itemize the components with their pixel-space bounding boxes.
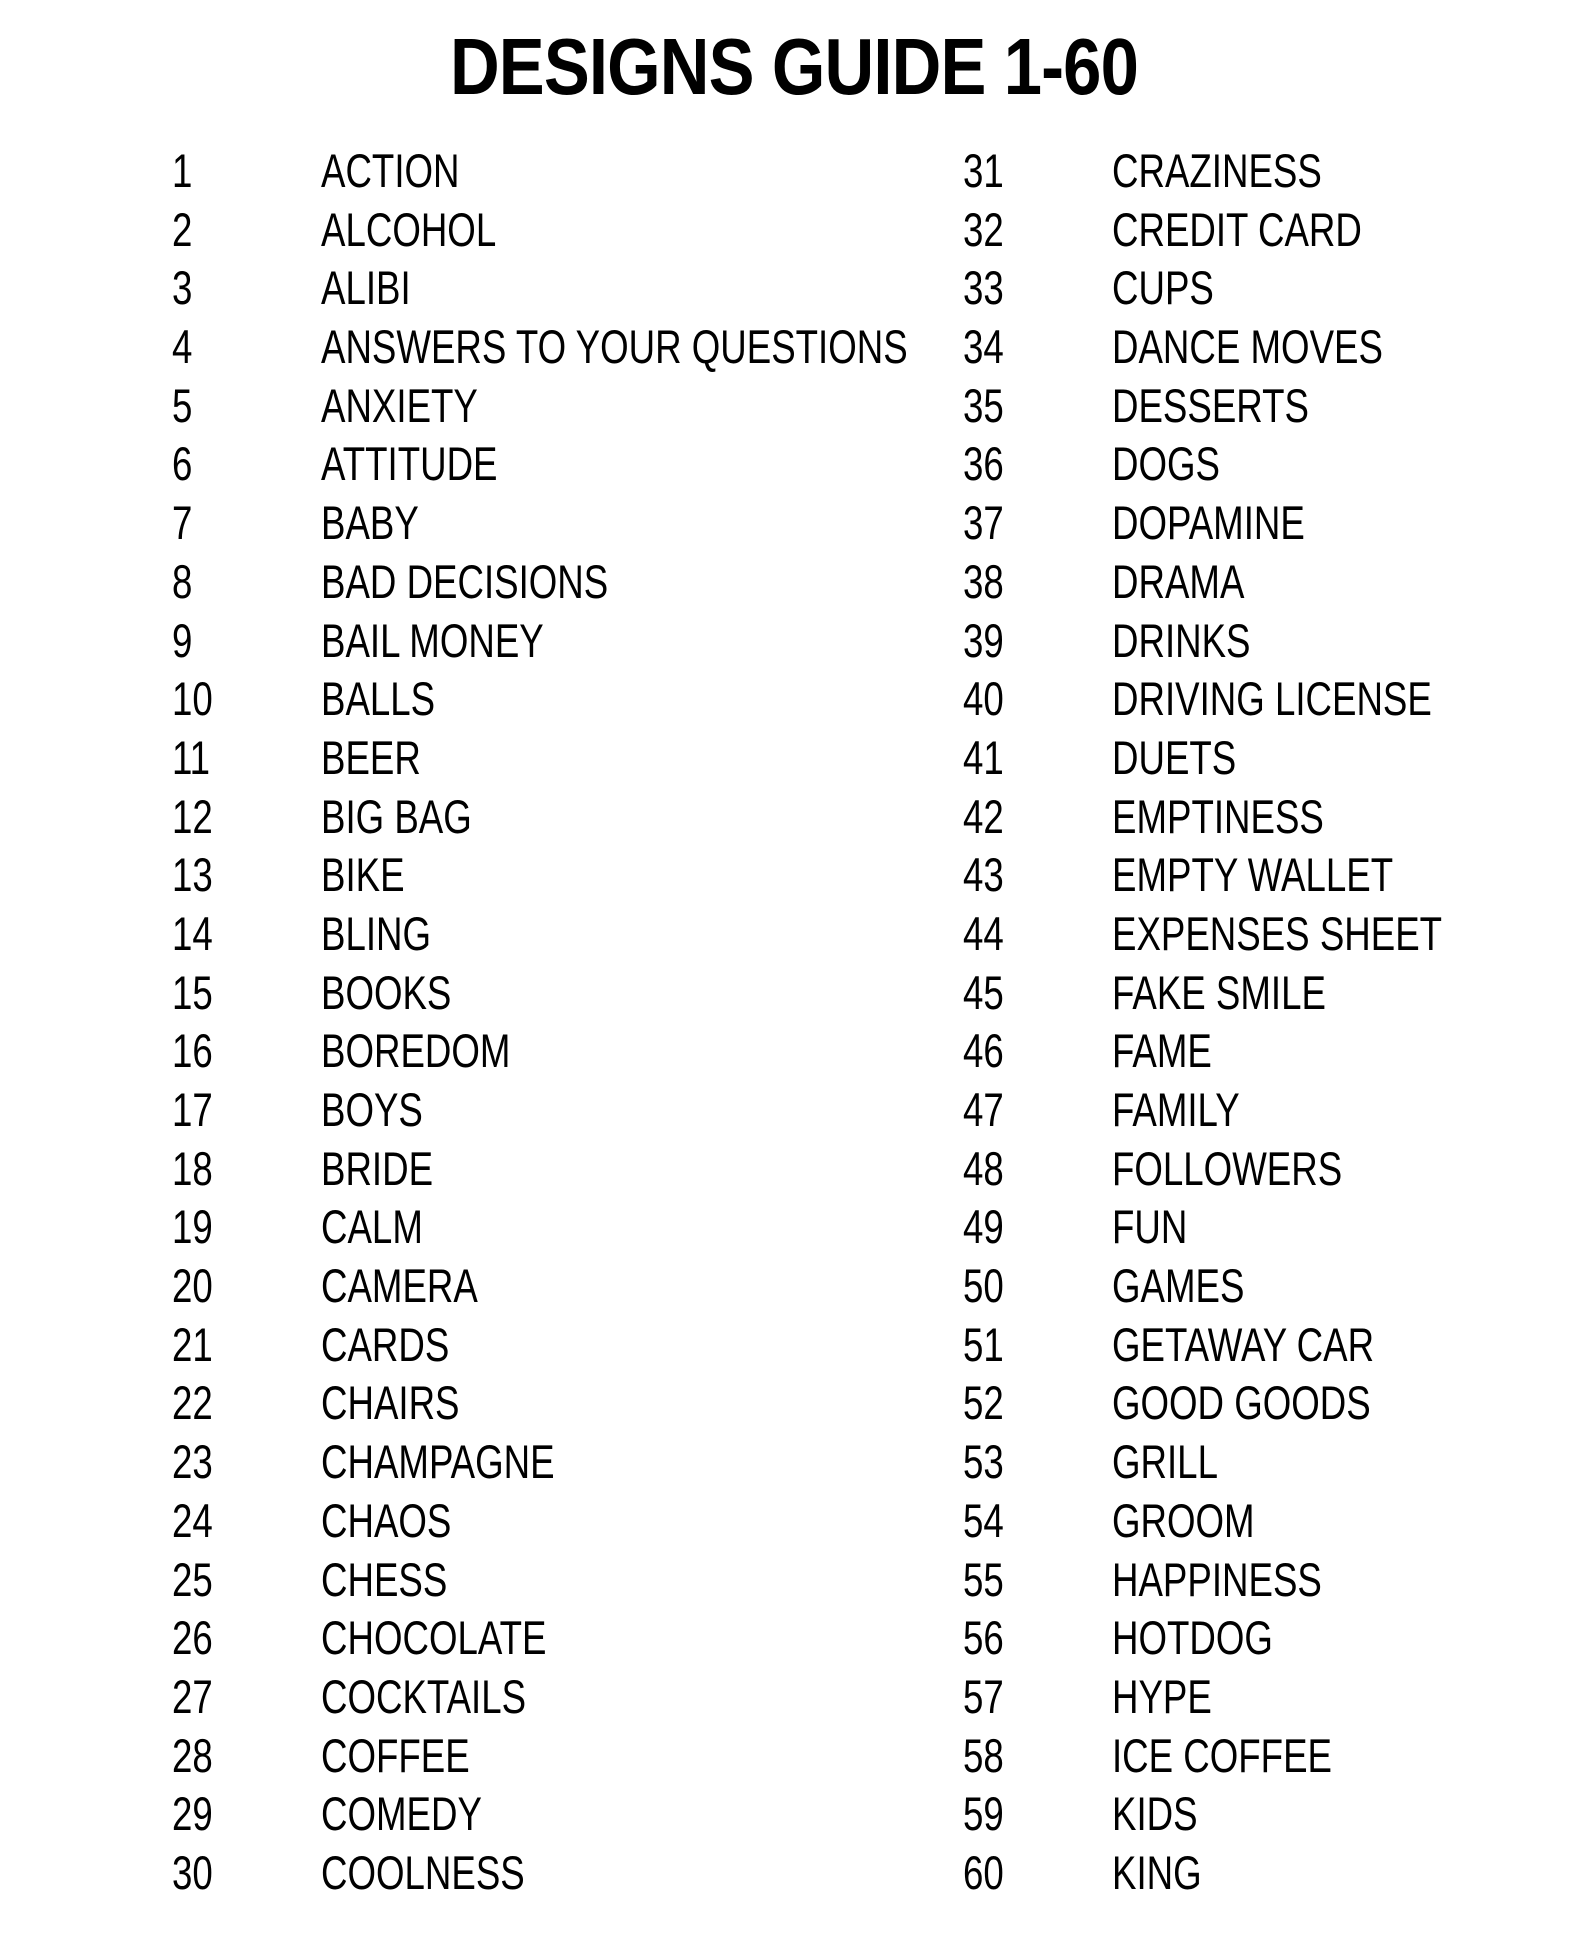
list-item — [791, 1257, 1571, 1316]
item-number: 48 — [963, 1141, 1004, 1195]
list-item — [0, 1785, 780, 1844]
item-name: BALLS — [321, 672, 436, 726]
item-name: EXPENSES SHEET — [1112, 906, 1443, 960]
item-number: 9 — [172, 613, 193, 667]
item-number: 3 — [172, 261, 193, 315]
item-number: 36 — [963, 437, 1004, 491]
item-number: 4 — [172, 320, 193, 374]
item-number: 46 — [963, 1024, 1004, 1078]
item-number: 8 — [172, 554, 193, 608]
list-item — [791, 670, 1571, 729]
list-item — [791, 1433, 1571, 1492]
item-name: KIDS — [1112, 1787, 1198, 1841]
list-item — [0, 1198, 780, 1257]
item-number: 42 — [963, 789, 1004, 843]
list-item — [0, 1374, 780, 1433]
item-number: 19 — [172, 1200, 213, 1254]
item-number: 43 — [963, 848, 1004, 902]
item-name: DRINKS — [1112, 613, 1251, 667]
item-name: DESSERTS — [1112, 378, 1309, 432]
item-name: BAIL MONEY — [321, 613, 544, 667]
item-number: 13 — [172, 848, 213, 902]
item-name: ANXIETY — [321, 378, 478, 432]
item-name: ATTITUDE — [321, 437, 498, 491]
list-item — [0, 670, 780, 729]
list-item — [791, 788, 1571, 847]
list-item — [791, 846, 1571, 905]
list-item — [0, 1668, 780, 1727]
list-item — [0, 1081, 780, 1140]
item-number: 18 — [172, 1141, 213, 1195]
list-item — [791, 1374, 1571, 1433]
item-name: COMEDY — [321, 1787, 482, 1841]
item-name: FOLLOWERS — [1112, 1141, 1343, 1195]
left-column — [0, 142, 908, 1903]
item-number: 40 — [963, 672, 1004, 726]
item-name: BOOKS — [321, 965, 452, 1019]
item-number: 45 — [963, 965, 1004, 1019]
list-item — [791, 494, 1571, 553]
item-name: DUETS — [1112, 730, 1237, 784]
item-number: 5 — [172, 378, 193, 432]
item-number: 20 — [172, 1259, 213, 1313]
item-number: 59 — [963, 1787, 1004, 1841]
item-number: 58 — [963, 1728, 1004, 1782]
item-name: BOREDOM — [321, 1024, 511, 1078]
item-number: 17 — [172, 1083, 213, 1136]
list-item — [791, 964, 1571, 1023]
list-item — [0, 729, 780, 788]
list-item — [0, 1609, 780, 1668]
list-item — [0, 1140, 780, 1199]
list-item — [791, 1668, 1571, 1727]
item-name: FAME — [1112, 1024, 1212, 1078]
item-name: GAMES — [1112, 1259, 1245, 1313]
item-number: 30 — [172, 1845, 213, 1899]
item-name: FAMILY — [1112, 1083, 1240, 1136]
item-number: 47 — [963, 1083, 1004, 1136]
item-name: CHAIRS — [321, 1376, 460, 1430]
list-item — [791, 1785, 1571, 1844]
item-name: CHESS — [321, 1552, 448, 1606]
list-item — [791, 435, 1571, 494]
item-name: ACTION — [321, 144, 460, 197]
list-item — [0, 1844, 780, 1903]
item-number: 15 — [172, 965, 213, 1019]
item-name: CRAZINESS — [1112, 144, 1322, 197]
item-name: BRIDE — [321, 1141, 434, 1195]
item-number: 32 — [963, 202, 1004, 256]
list-item — [791, 1316, 1571, 1375]
item-number: 27 — [172, 1669, 213, 1723]
list-item — [791, 1609, 1571, 1668]
item-name: FAKE SMILE — [1112, 965, 1326, 1019]
item-number: 12 — [172, 789, 213, 843]
item-name: KING — [1112, 1845, 1202, 1899]
list-item — [0, 201, 780, 260]
item-name: BLING — [321, 906, 432, 960]
right-column — [791, 142, 1571, 1903]
item-name: COOLNESS — [321, 1845, 525, 1899]
item-name: GOOD GOODS — [1112, 1376, 1371, 1430]
item-name: EMPTINESS — [1112, 789, 1324, 843]
item-number: 44 — [963, 906, 1004, 960]
list-item — [0, 788, 780, 847]
item-number: 60 — [963, 1845, 1004, 1899]
list-item — [791, 1844, 1571, 1903]
page-title: DESIGNS GUIDE 1-60 — [449, 22, 1138, 111]
item-name: DRAMA — [1112, 554, 1245, 608]
list-item — [0, 1433, 780, 1492]
item-number: 39 — [963, 613, 1004, 667]
item-number: 49 — [963, 1200, 1004, 1254]
item-name: BEER — [321, 730, 421, 784]
item-number: 10 — [172, 672, 213, 726]
list-item — [0, 1551, 780, 1610]
item-name: CUPS — [1112, 261, 1214, 315]
item-name: ICE COFFEE — [1112, 1728, 1332, 1782]
list-item — [791, 1140, 1571, 1199]
item-number: 55 — [963, 1552, 1004, 1606]
item-name: DRIVING LICENSE — [1112, 672, 1432, 726]
list-item — [0, 494, 780, 553]
item-number: 11 — [172, 730, 211, 784]
item-name: FUN — [1112, 1200, 1188, 1254]
item-number: 6 — [172, 437, 193, 491]
list-item — [791, 318, 1571, 377]
item-number: 38 — [963, 554, 1004, 608]
item-number: 29 — [172, 1787, 213, 1841]
list-item — [0, 846, 780, 905]
item-name: ANSWERS TO YOUR QUESTIONS — [321, 320, 908, 374]
list-item — [0, 377, 780, 436]
item-name: BIG BAG — [321, 789, 472, 843]
item-number: 50 — [963, 1259, 1004, 1313]
item-number: 37 — [963, 496, 1004, 550]
item-name: CARDS — [321, 1317, 450, 1371]
item-number: 33 — [963, 261, 1004, 315]
list-item — [0, 964, 780, 1023]
item-name: GROOM — [1112, 1493, 1255, 1547]
item-number: 31 — [963, 144, 1004, 197]
list-item — [0, 142, 780, 201]
list-item — [791, 1022, 1571, 1081]
list-item — [791, 377, 1571, 436]
item-number: 35 — [963, 378, 1004, 432]
item-name: BOYS — [321, 1083, 423, 1136]
item-name: CHAMPAGNE — [321, 1435, 555, 1489]
item-name: BAD DECISIONS — [321, 554, 609, 608]
item-name: HAPPINESS — [1112, 1552, 1322, 1606]
item-number: 51 — [963, 1317, 1004, 1371]
item-number: 28 — [172, 1728, 213, 1782]
item-name: CALM — [321, 1200, 423, 1254]
item-number: 56 — [963, 1611, 1004, 1665]
item-number: 25 — [172, 1552, 213, 1606]
item-number: 24 — [172, 1493, 213, 1547]
item-name: DOGS — [1112, 437, 1220, 491]
item-number: 2 — [172, 202, 193, 256]
item-name: GETAWAY CAR — [1112, 1317, 1375, 1371]
item-number: 23 — [172, 1435, 213, 1489]
item-name: COFFEE — [321, 1728, 470, 1782]
item-name: COCKTAILS — [321, 1669, 527, 1723]
list-item — [791, 1551, 1571, 1610]
item-number: 54 — [963, 1493, 1004, 1547]
list-item — [791, 553, 1571, 612]
item-number: 22 — [172, 1376, 213, 1430]
item-name: CREDIT CARD — [1112, 202, 1362, 256]
item-number: 53 — [963, 1435, 1004, 1489]
list-item — [791, 201, 1571, 260]
item-number: 21 — [172, 1317, 213, 1371]
list-item — [791, 905, 1571, 964]
item-name: CAMERA — [321, 1259, 478, 1313]
list-item — [0, 435, 780, 494]
item-number: 41 — [963, 730, 1004, 784]
list-item — [0, 259, 780, 318]
item-number: 16 — [172, 1024, 213, 1078]
item-number: 14 — [172, 906, 213, 960]
item-name: DOPAMINE — [1112, 496, 1305, 550]
item-number: 57 — [963, 1669, 1004, 1723]
item-name: HOTDOG — [1112, 1611, 1273, 1665]
list-item — [0, 553, 780, 612]
list-item — [791, 1492, 1571, 1551]
list-item — [0, 1022, 780, 1081]
item-number: 1 — [172, 144, 193, 197]
list-item — [0, 1492, 780, 1551]
list-item — [0, 1316, 780, 1375]
list-item — [0, 905, 780, 964]
list-item — [791, 1727, 1571, 1786]
list-item — [0, 1257, 780, 1316]
item-number: 7 — [172, 496, 193, 550]
item-name: CHAOS — [321, 1493, 452, 1547]
item-name: GRILL — [1112, 1435, 1218, 1489]
list-item — [0, 612, 780, 671]
item-name: BIKE — [321, 848, 405, 902]
list-item — [0, 318, 908, 377]
list-item — [791, 612, 1571, 671]
list-item — [791, 142, 1571, 201]
item-name: BABY — [321, 496, 419, 550]
item-name: EMPTY WALLET — [1112, 848, 1394, 902]
item-number: 26 — [172, 1611, 213, 1665]
item-name: CHOCOLATE — [321, 1611, 547, 1665]
list-item — [791, 1198, 1571, 1257]
item-name: HYPE — [1112, 1669, 1212, 1723]
item-number: 34 — [963, 320, 1004, 374]
list-item — [791, 1081, 1571, 1140]
item-name: ALCOHOL — [321, 202, 497, 256]
item-name: DANCE MOVES — [1112, 320, 1383, 374]
item-name: ALIBI — [321, 261, 411, 315]
item-number: 52 — [963, 1376, 1004, 1430]
list-item — [791, 259, 1571, 318]
list-item — [0, 1727, 780, 1786]
list-item — [791, 729, 1571, 788]
